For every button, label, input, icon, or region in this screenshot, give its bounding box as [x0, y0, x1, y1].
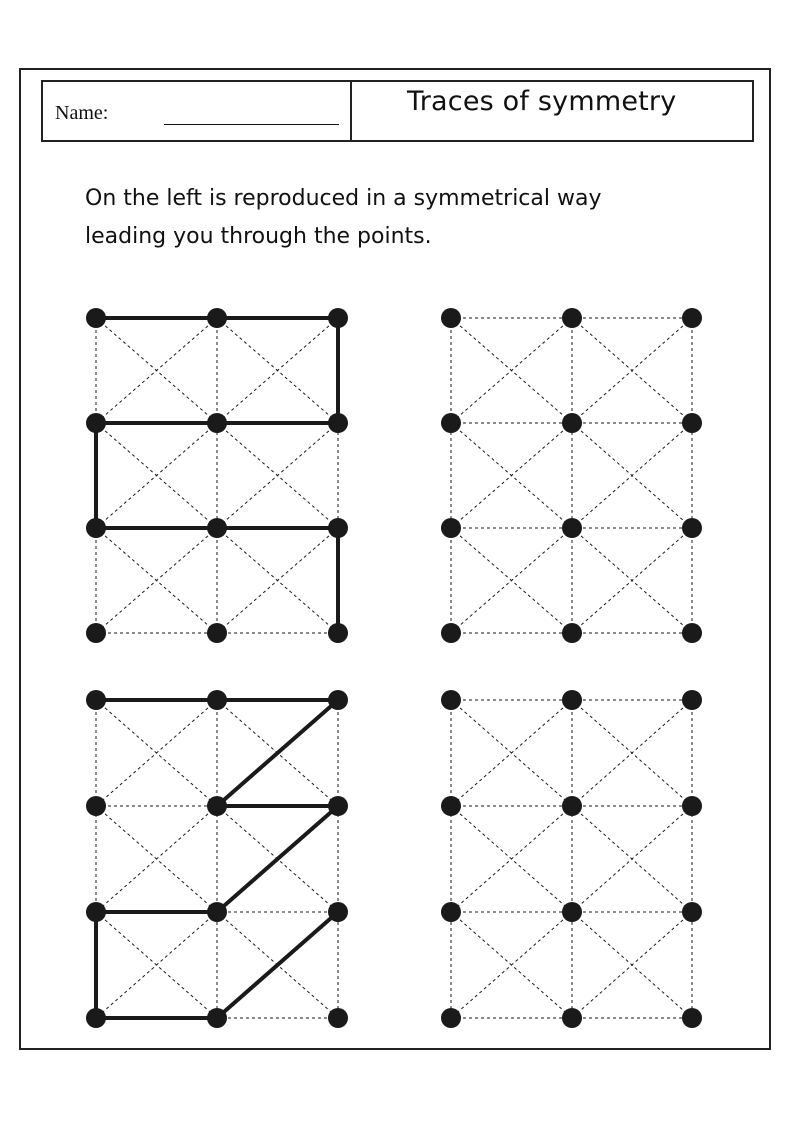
grid-dot[interactable] — [682, 690, 702, 710]
grid-dot[interactable] — [207, 796, 227, 816]
grid-dot[interactable] — [562, 690, 582, 710]
grid-dot[interactable] — [328, 902, 348, 922]
grid-line-diagonal — [572, 318, 692, 423]
exercise-1-answer-grid — [441, 308, 702, 643]
grid-dot[interactable] — [441, 690, 461, 710]
grid-dot[interactable] — [562, 796, 582, 816]
grid-dot[interactable] — [441, 796, 461, 816]
worksheet-title: Traces of symmetry — [407, 86, 677, 117]
grid-dot[interactable] — [682, 413, 702, 433]
exercise-2-answer-grid — [441, 690, 702, 1028]
grid-dot[interactable] — [86, 413, 106, 433]
grid-dot[interactable] — [328, 796, 348, 816]
grid-dot[interactable] — [86, 902, 106, 922]
instructions-line-1: On the left is reproduced in a symmetrical way — [85, 186, 602, 211]
grid-dot[interactable] — [682, 623, 702, 643]
grid-dot[interactable] — [441, 623, 461, 643]
grid-dot[interactable] — [328, 308, 348, 328]
grid-dot[interactable] — [207, 413, 227, 433]
grid-dot[interactable] — [207, 1008, 227, 1028]
grid-dot[interactable] — [682, 1008, 702, 1028]
grid-dot[interactable] — [682, 902, 702, 922]
grid-dot[interactable] — [207, 518, 227, 538]
grid-dot[interactable] — [682, 796, 702, 816]
exercise-2-example-grid — [86, 690, 348, 1028]
grid-dot[interactable] — [207, 902, 227, 922]
grid-dot[interactable] — [562, 518, 582, 538]
grid-dot[interactable] — [562, 623, 582, 643]
grid-dot[interactable] — [441, 1008, 461, 1028]
grid-dot[interactable] — [328, 690, 348, 710]
grid-line-diagonal — [572, 528, 692, 633]
instructions-line-2: leading you through the points. — [85, 224, 432, 249]
grid-dot[interactable] — [207, 690, 227, 710]
grid-dot[interactable] — [86, 308, 106, 328]
grid-dot[interactable] — [328, 623, 348, 643]
grid-dot[interactable] — [207, 308, 227, 328]
grid-dot[interactable] — [562, 1008, 582, 1028]
grid-dot[interactable] — [682, 308, 702, 328]
grid-dot[interactable] — [86, 518, 106, 538]
grid-dot[interactable] — [441, 902, 461, 922]
grid-dot[interactable] — [562, 902, 582, 922]
grid-dot[interactable] — [562, 308, 582, 328]
grid-dot[interactable] — [441, 308, 461, 328]
grid-dot[interactable] — [207, 623, 227, 643]
grid-dot[interactable] — [328, 1008, 348, 1028]
grid-dot[interactable] — [328, 413, 348, 433]
grid-line-diagonal — [572, 423, 692, 528]
grid-dot[interactable] — [441, 413, 461, 433]
grid-dot[interactable] — [86, 796, 106, 816]
grid-dot[interactable] — [562, 413, 582, 433]
name-label: Name: — [55, 102, 109, 124]
grid-dot[interactable] — [441, 518, 461, 538]
grid-dot[interactable] — [86, 690, 106, 710]
exercise-1-example-grid — [86, 308, 348, 643]
grid-dot[interactable] — [86, 1008, 106, 1028]
grid-dot[interactable] — [682, 518, 702, 538]
grid-dot[interactable] — [328, 518, 348, 538]
grid-dot[interactable] — [86, 623, 106, 643]
